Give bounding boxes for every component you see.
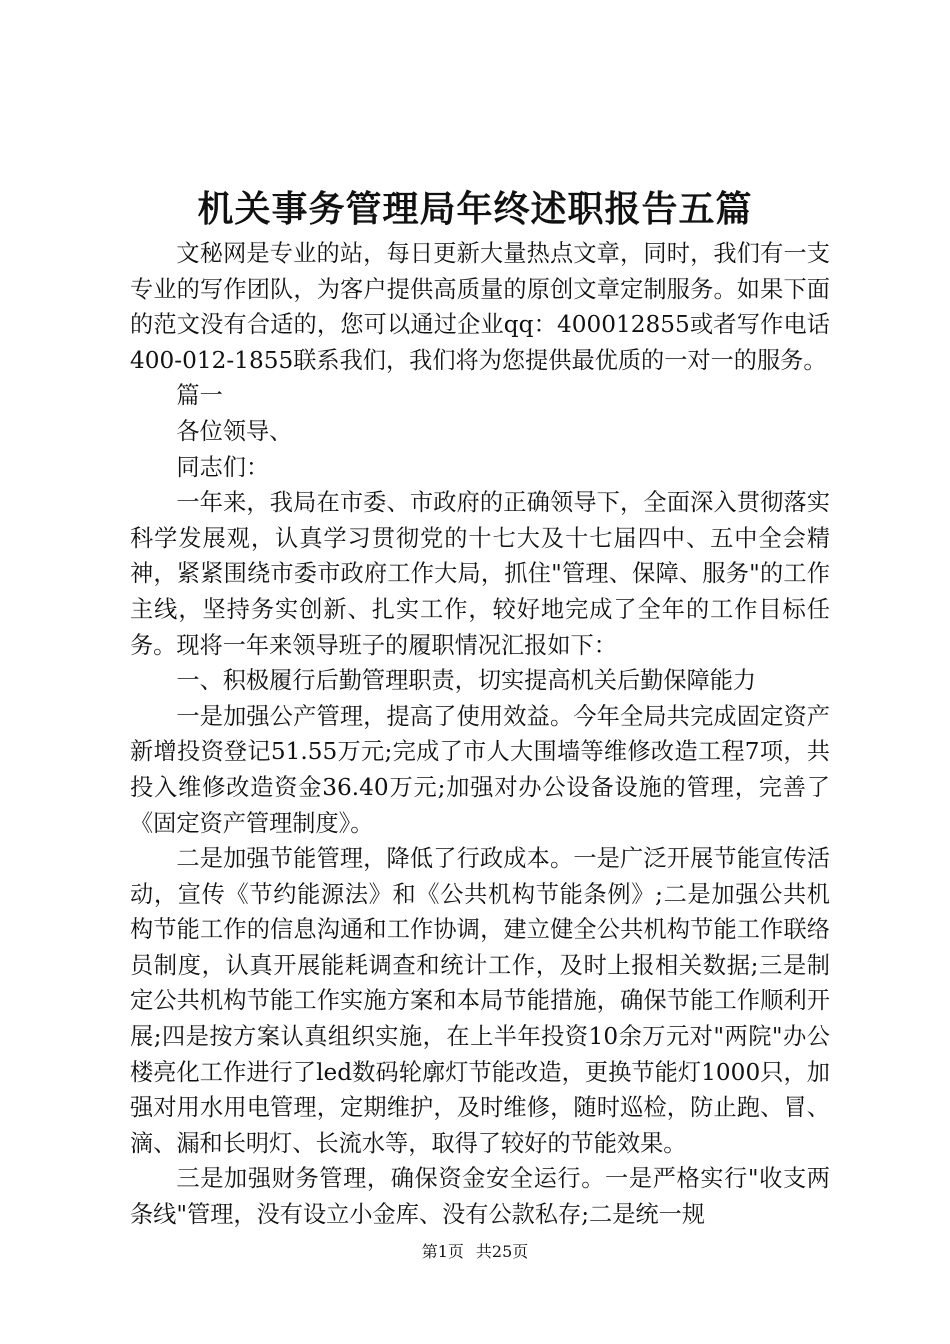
document-body — [130, 236, 830, 1233]
intro-paragraph: 文秘网是专业的站，每日更新大量热点文章，同时，我们有一支专业的写作团队，为客户提供高质量的原创文章定制服务。如果下面的范文没有合适的，您可以通过企业qq：400012855或者写作电话400-012-1855联系我们，我们将为您提供最优质的一对一的服务。 — [130, 240, 830, 374]
body-paragraph: 三是加强财务管理，确保资金安全运行。一是严格实行"收支两条线"管理，没有设立小金库、没有公款私存;二是统一规 — [130, 1165, 830, 1229]
section-heading: 一、积极履行后勤管理职责，切实提高机关后勤保障能力 — [176, 667, 757, 695]
page-total: 共25页 — [475, 1242, 529, 1261]
salutation-leaders: 各位领导、 — [176, 417, 293, 445]
document-title: 机关事务管理局年终述职报告五篇 — [197, 188, 753, 230]
page-number: 第1页 — [421, 1242, 464, 1261]
salutation-comrades: 同志们： — [176, 453, 270, 481]
body-paragraph: 二是加强节能管理，降低了行政成本。一是广泛开展节能宣传活动，宣传《节约能源法》和《公共机构节能条例》;二是加强公共机构节能工作的信息沟通和工作协调，建立健全公共机构节能工作联络员制度，认真开展能耗调查和统计工作，及时上报相关数据;三是制定公共机构节能工作实施方案和本局节能措施，确保节能工作顺利开展;四是按方案认真组织实施，在上半年投资10余万元对"两院"办公楼亮化工作进行了led数码轮廓灯节能改造，更换节能灯1000只，加强对用水用电管理，定期维护，及时维修，随时巡检，防止跑、冒、滴、漏和长明灯、长流水等，取得了较好的节能效果。 — [130, 845, 830, 1157]
page-footer — [0, 1240, 950, 1264]
body-paragraph: 一是加强公产管理，提高了使用效益。今年全局共完成固定资产新增投资登记51.55万元;完成了市人大围墙等维修改造工程7项，共投入维修改造资金36.40万元;加强对办公设备设施的管理，完善了《固定资产管理制度》。 — [130, 702, 830, 837]
section-label: 篇一 — [176, 382, 223, 410]
body-paragraph: 一年来，我局在市委、市政府的正确领导下，全面深入贯彻落实科学发展观，认真学习贯彻党的十七大及十七届四中、五中全会精神，紧紧围绕市委市政府工作大局，抓住"管理、保障、服务"的工作主线，坚持务实创新、扎实工作，较好地完成了全年的工作目标任务。现将一年来领导班子的履职情况汇报如下： — [130, 489, 830, 659]
